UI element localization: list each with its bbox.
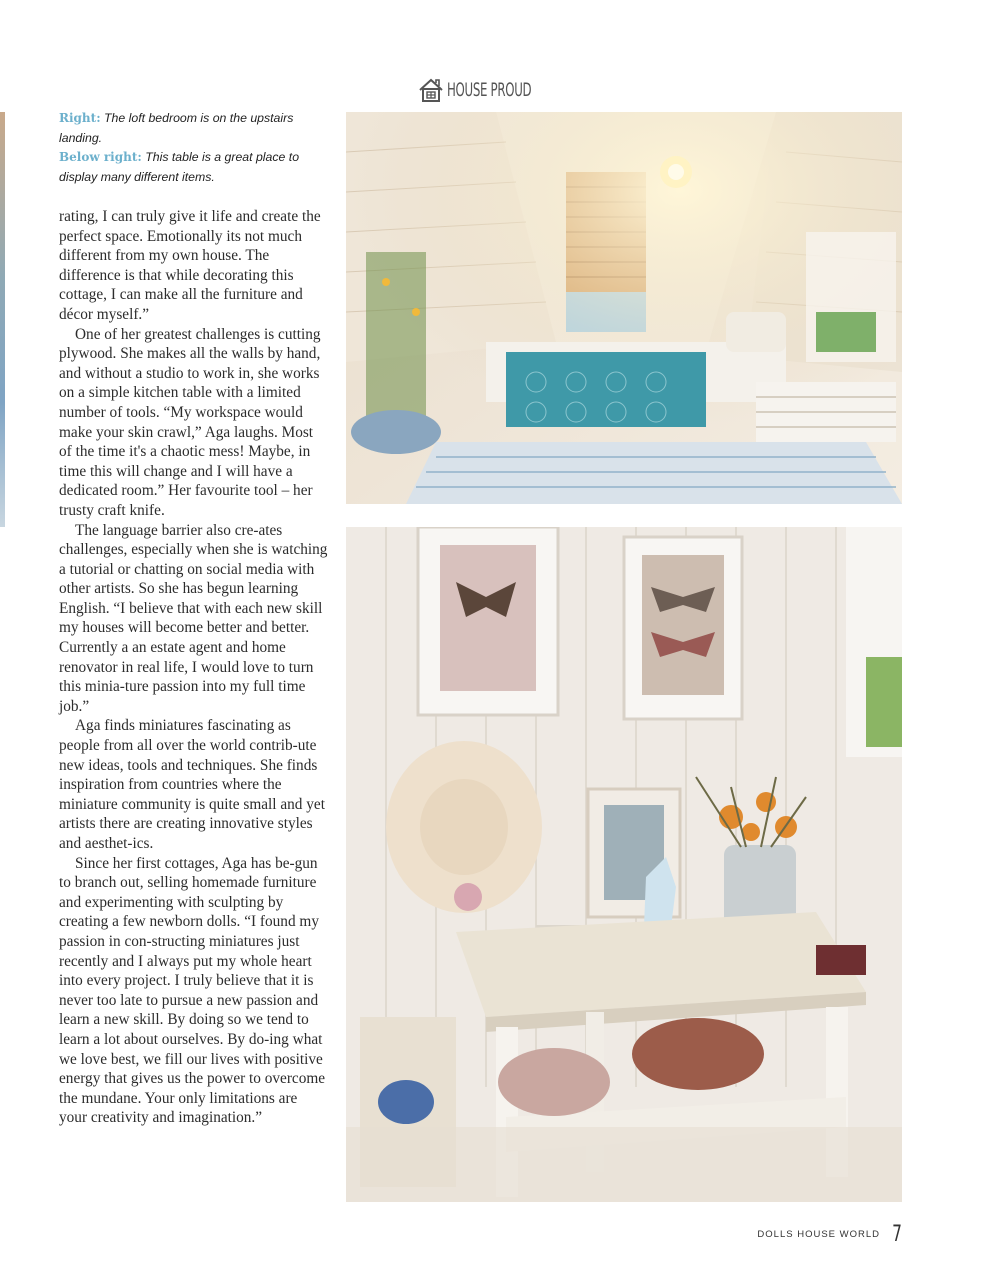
page-footer <box>757 1222 904 1247</box>
caption-below-right <box>59 148 329 187</box>
caption-right <box>59 109 329 148</box>
article-body <box>59 207 329 1128</box>
article-paragraph: Since her first cottages, Aga has be-gun to branch out, selling homemade furniture and experimenting with sculpting by creating a few newborn dolls. “I found my passion in con-structing miniatures just recently and I always put my whole heart into every project. I truly believe that it is never too late to pursue a new passion and learn a new skill. By doing so we tend to learn a lot about ourselves. By do-ing what we love best, we fill our lives with positive energy that gives us the power to overcome the mundane. Your only limitations are your creativity and imagination.” <box>59 854 326 1127</box>
article-paragraph: The language barrier also cre-ates challenges, especially when she is watching a tutorial or chatting on social media with other artists. So she has begun learning English. “I believe that with each new skill my houses will become better and better. Currently a an estate agent and home renovator in real life, I would love to turn this minia-ture passion into my full time job.” <box>59 521 328 715</box>
caption-key: Below right: <box>59 150 142 164</box>
caption-text: This table is a great place to display many different items. <box>59 150 300 184</box>
loft-bedroom-photo <box>346 112 902 504</box>
section-title: HOUSE PROUD <box>447 79 532 101</box>
article-paragraph: rating, I can truly give it life and create the perfect space. Emotionally its not much different from my own house. The difference is that while decorating this cottage, I can make all the furniture and décor myself.” <box>59 208 321 323</box>
article-paragraph: One of her greatest challenges is cutting plywood. She makes all the walls by hand, and without a studio to work in, she works on a simple kitchen table with a limited number of tools. “My workspace would make your skin crawl,” Aga laughs. Most of the time it's a chaotic mess! Maybe, in time this will change and I will have a dedicated room.” Her favourite tool – her trusty craft knife. <box>59 325 321 519</box>
caption-key: Right: <box>59 111 101 125</box>
caption-text: The loft bedroom is on the upstairs landing. <box>59 111 294 145</box>
magazine-name: DOLLS HOUSE WORLD <box>757 1229 880 1240</box>
article-paragraph: Aga finds miniatures fascinating as people from all over the world contrib-ute new ideas, tools and techniques. She finds inspiration from countries where the miniature community is quite small and yet artists there are creating innovative styles and aesthet-ics. <box>59 717 325 852</box>
house-icon <box>418 77 444 103</box>
photo-captions <box>59 109 329 187</box>
display-table-photo <box>346 527 902 1202</box>
page-number: 7 <box>892 1222 902 1247</box>
adjacent-page-photo-edge <box>0 112 5 527</box>
section-header <box>418 76 583 104</box>
